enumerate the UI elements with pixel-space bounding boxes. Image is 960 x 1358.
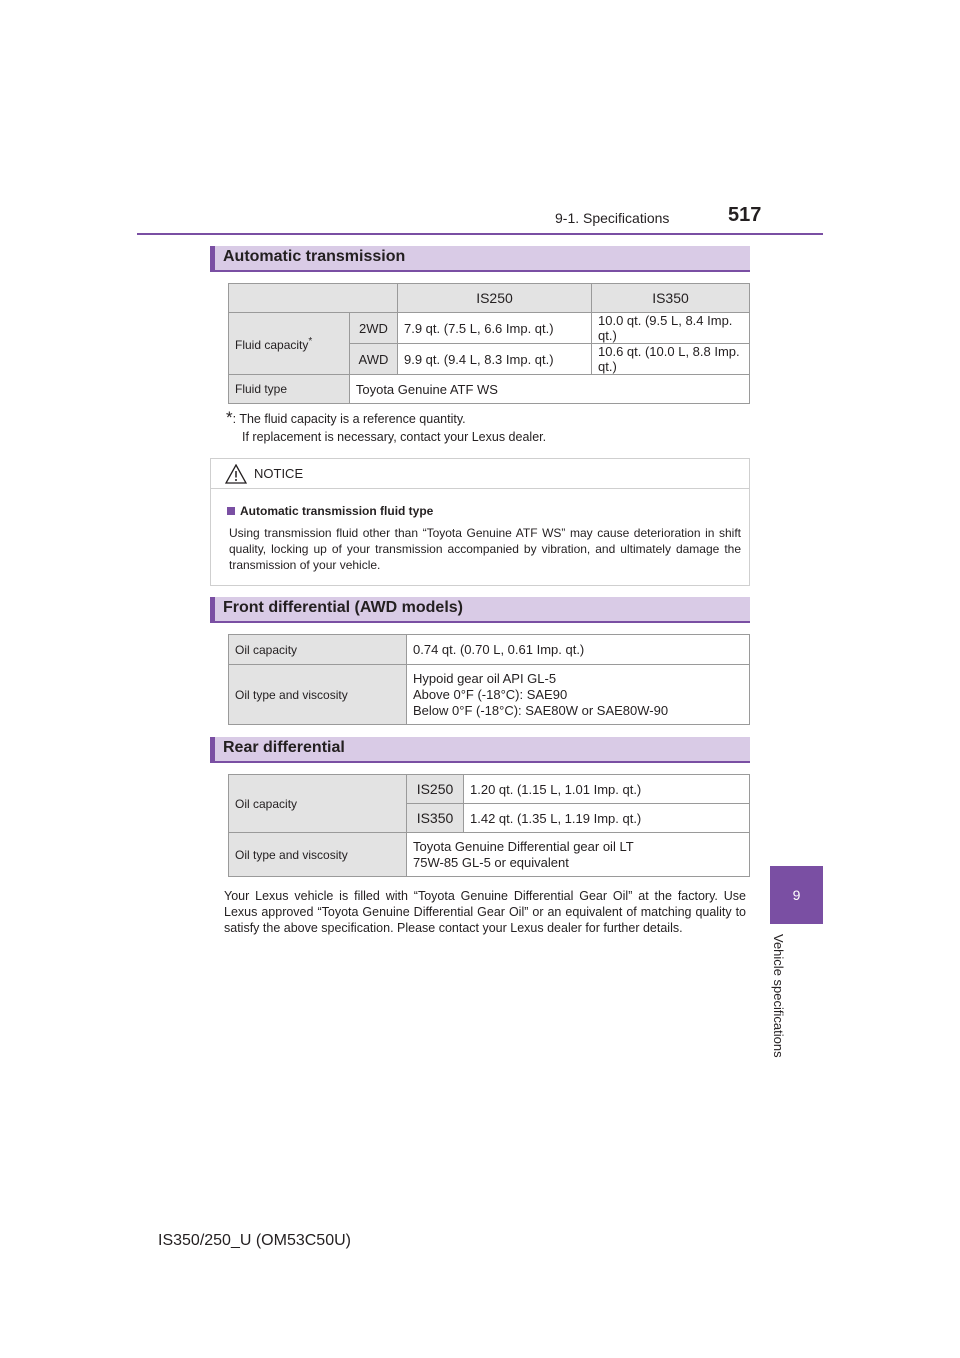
capacity-awd-is350: 10.6 qt. (10.0 L, 8.8 Imp. qt.) xyxy=(592,344,750,375)
chapter-side-label xyxy=(764,930,794,1080)
drive-2wd: 2WD xyxy=(349,313,397,344)
rear-differential-table xyxy=(228,774,750,877)
footnote-line-1: : The fluid capacity is a reference quantity. xyxy=(232,412,466,426)
footnote xyxy=(226,408,466,428)
capacity-2wd-is350: 10.0 qt. (9.5 L, 8.4 Imp. qt.) xyxy=(592,313,750,344)
capacity-2wd-is250: 7.9 qt. (7.5 L, 6.6 Imp. qt.) xyxy=(398,313,592,344)
column-header-is250: IS250 xyxy=(398,284,592,313)
oil-capacity-value: 0.74 qt. (0.70 L, 0.61 Imp. qt.) xyxy=(407,635,750,665)
front-differential-table xyxy=(228,634,750,725)
oil-capacity-is350: 1.42 qt. (1.35 L, 1.19 Imp. qt.) xyxy=(464,804,750,833)
header-rule xyxy=(137,233,823,235)
table-row xyxy=(229,313,750,344)
table-header-row xyxy=(229,284,750,313)
table-row xyxy=(229,665,750,725)
chapter-label-text: Vehicle specifications xyxy=(771,934,786,1058)
section-title: Automatic transmission xyxy=(223,248,406,265)
rear-differential-paragraph: Your Lexus vehicle is filled with “Toyota Genuine Differential Gear Oil” at the factory. Use Lexus approved “Toyota Genuine Differential Gear Oil” or an equivalent of matching quality to satisfy the above specification. Please contact your Lexus dealer for further details. xyxy=(224,889,746,935)
table-row xyxy=(229,833,750,877)
section-automatic-transmission xyxy=(210,246,750,272)
page-number: 517 xyxy=(728,204,762,226)
section-title: Front differential (AWD models) xyxy=(223,599,463,616)
table-row xyxy=(229,375,750,404)
model-is350: IS350 xyxy=(407,804,464,833)
oil-capacity-label: Oil capacity xyxy=(229,775,407,833)
section-rear-differential xyxy=(210,737,750,763)
capacity-awd-is250: 9.9 qt. (9.4 L, 8.3 Imp. qt.) xyxy=(398,344,592,375)
table-row xyxy=(229,635,750,665)
oil-type-value: Hypoid gear oil API GL-5 Above 0°F (-18°C): SAE90 Below 0°F (-18°C): SAE80W or SAE80W-90 xyxy=(407,665,750,725)
chapter-tab xyxy=(770,866,823,924)
fluid-capacity-label: Fluid capacity* xyxy=(229,313,350,375)
notice-title: NOTICE xyxy=(254,466,304,481)
drive-awd: AWD xyxy=(349,344,397,375)
oil-type-label: Oil type and viscosity xyxy=(229,833,407,877)
fluid-type-label: Fluid type xyxy=(229,375,350,404)
model-is250: IS250 xyxy=(407,775,464,804)
fluid-type-value: Toyota Genuine ATF WS xyxy=(349,375,749,404)
bullet-square-icon xyxy=(227,507,235,515)
footnote-line-2: If replacement is necessary, contact your Lexus dealer. xyxy=(242,430,547,444)
section-title: Rear differential xyxy=(223,739,345,756)
oil-capacity-is250: 1.20 qt. (1.15 L, 1.01 Imp. qt.) xyxy=(464,775,750,804)
column-header-is350: IS350 xyxy=(592,284,750,313)
notice-body: Using transmission fluid other than “Toyota Genuine ATF WS” may cause deterioration in shift quality, locking up of your transmission accompanied by vibration, and ultimately damage the transmission of your vehicle. xyxy=(229,526,741,572)
section-front-differential xyxy=(210,597,750,623)
table-row xyxy=(229,775,750,804)
footer-model-code: IS350/250_U (OM53C50U) xyxy=(158,1232,351,1249)
footnote-asterisk: * xyxy=(226,408,233,427)
warning-triangle-icon xyxy=(225,464,247,484)
oil-type-value: Toyota Genuine Differential gear oil LT 75W-85 GL-5 or equivalent xyxy=(407,833,750,877)
automatic-transmission-table xyxy=(228,283,750,404)
header-section-title: 9-1. Specifications xyxy=(555,210,670,226)
oil-type-label: Oil type and viscosity xyxy=(229,665,407,725)
footnote-mark: * xyxy=(308,335,313,347)
notice-heading: Automatic transmission fluid type xyxy=(227,504,433,518)
chapter-number: 9 xyxy=(792,887,801,903)
notice-header xyxy=(211,459,749,489)
oil-capacity-label: Oil capacity xyxy=(229,635,407,665)
notice-box xyxy=(210,458,750,586)
empty-header-cell xyxy=(229,284,398,313)
